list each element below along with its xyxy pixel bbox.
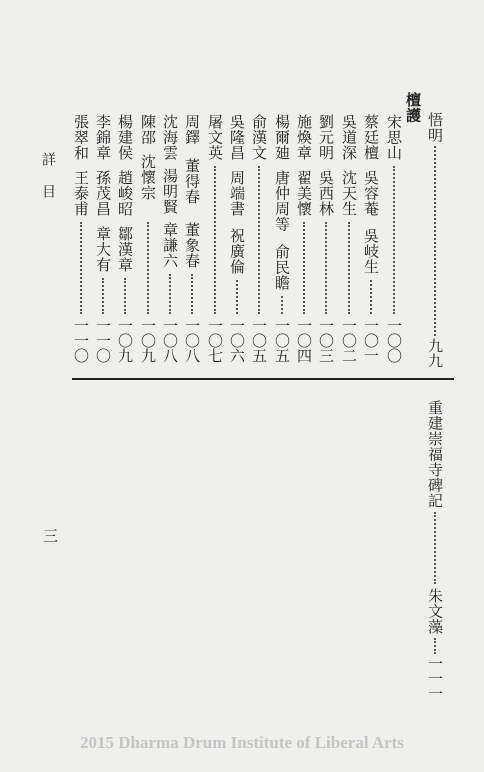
leader-dots (258, 166, 262, 314)
leader-dots (434, 638, 438, 654)
toc-entry-name: 俞漢文 (250, 114, 268, 161)
leader-dots (393, 166, 397, 314)
toc-page-number: 九九 (426, 338, 444, 368)
leader-dots (434, 146, 438, 336)
leader-dots (325, 222, 329, 314)
leader-dots (281, 296, 285, 314)
leader-dots (434, 512, 438, 584)
toc-page-number: 一一〇 (94, 318, 112, 363)
toc-entry-name: 周端書 (228, 170, 246, 217)
toc-entry-name: 吳岐生 (362, 228, 380, 275)
toc-entry-name: 周鐸 (183, 114, 201, 145)
toc-entry-name: 董象春 (183, 222, 201, 269)
toc-page-number: 一〇九 (139, 318, 157, 363)
toc-page-number: 一一〇 (72, 318, 90, 363)
toc-entry-name: 蔡廷檀 (362, 114, 380, 161)
toc-entry-title: 重建崇福寺碑記 (426, 400, 444, 509)
toc-entry-name: 孫茂昌 (94, 170, 112, 217)
toc-entry-name: 沈天生 (340, 170, 358, 217)
leader-dots (147, 222, 151, 314)
toc-entry-name: 陳邵 (139, 114, 157, 145)
toc-entry-name: 沈海雲 (161, 114, 179, 161)
toc-entry-name: 章大有 (94, 226, 112, 273)
toc-page-number: 一〇八 (161, 318, 179, 363)
toc-entry-author: 朱文藻 (426, 588, 444, 635)
leader-dots (303, 222, 307, 314)
leader-dots (169, 274, 173, 314)
toc-entry-name: 祝廣倫 (228, 228, 246, 275)
leader-dots (124, 278, 128, 314)
toc-entry-name: 楊建侯 (116, 114, 134, 161)
toc-entry-name: 唐仲周等 (273, 170, 291, 232)
toc-entry-name: 宋思山 (385, 114, 403, 161)
leader-dots (191, 274, 195, 314)
toc-page-number: 一〇五 (273, 318, 291, 363)
leader-dots (102, 278, 106, 314)
leader-dots (236, 280, 240, 314)
toc-entry-name: 劉元明 (317, 114, 335, 161)
section-divider (72, 378, 454, 380)
toc-entry-name: 湯明賢 (161, 168, 179, 215)
toc-page-number: 一一一 (426, 656, 444, 701)
toc-page-number: 一〇九 (116, 318, 134, 363)
toc-entry-name: 趙峻昭 (116, 170, 134, 217)
toc-page-number: 一〇一 (362, 318, 380, 363)
toc-page-number: 一〇三 (317, 318, 335, 363)
section-heading: 檀護 (404, 92, 422, 123)
leader-dots (80, 222, 84, 314)
toc-entry-name: 吳容菴 (362, 170, 380, 217)
running-head: 詳目 (40, 152, 56, 216)
toc-entry-name: 沈懷宗 (139, 154, 157, 201)
toc-entry-name: 屠文英 (206, 114, 224, 161)
leader-dots (370, 280, 374, 314)
toc-page-number: 一〇八 (183, 318, 201, 363)
watermark: 2015 Dharma Drum Institute of Liberal Arts (80, 733, 404, 752)
toc-page-number: 一〇〇 (385, 318, 403, 363)
toc-entry-name: 悟明 (426, 112, 444, 143)
toc-page-number: 一〇二 (340, 318, 358, 363)
toc-entry-name: 張翠和 (72, 114, 90, 161)
toc-entry-name: 吳道深 (340, 114, 358, 161)
leader-dots (348, 222, 352, 314)
toc-entry-name: 章謙六 (161, 222, 179, 269)
leader-dots (214, 166, 218, 314)
page-folio: 三 (41, 528, 59, 543)
toc-entry-name: 翟美懷 (295, 170, 313, 217)
toc-entry-name: 楊爾廸 (273, 114, 291, 161)
toc-page-number: 一〇五 (250, 318, 268, 363)
toc-entry-name: 吳西林 (317, 170, 335, 217)
toc-page-number: 一〇七 (206, 318, 224, 363)
toc-page-number: 一〇六 (228, 318, 246, 363)
toc-entry-name: 王泰甫 (72, 170, 90, 217)
toc-entry-name: 施煥章 (295, 114, 313, 161)
toc-entry-name: 吳隆昌 (228, 114, 246, 161)
toc-page-number: 一〇四 (295, 318, 313, 363)
toc-entry-name: 董得春 (183, 158, 201, 205)
toc-entry-name: 俞民瞻 (273, 244, 291, 291)
toc-entry-name: 鄒漢章 (116, 226, 134, 273)
toc-entry-name: 李錦章 (94, 114, 112, 161)
